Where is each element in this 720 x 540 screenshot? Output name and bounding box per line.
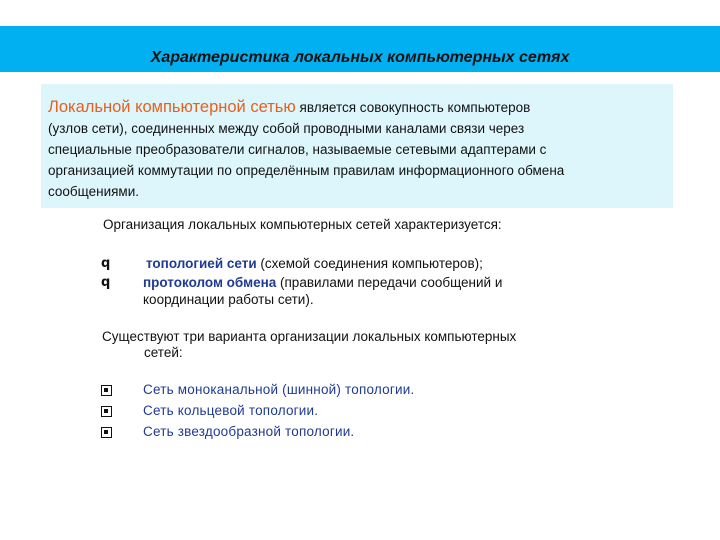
boxed-bullet-icon — [101, 427, 112, 438]
characteristic-item-2-continuation: координации работы сети). — [143, 292, 314, 307]
boxed-bullet-icon — [101, 406, 112, 417]
definition-line-4: организацией коммутации по определённым правилам информационного обмена — [48, 163, 565, 178]
characteristic-1-bold: топологией сети — [146, 256, 257, 271]
definition-text — [48, 97, 668, 202]
variant-item-2: Сеть кольцевой топологии. — [143, 403, 319, 418]
variant-item-3: Сеть звездообразной топологии. — [143, 424, 355, 439]
variants-intro-line-1: Существуют три варианта организации локальных компьютерных — [102, 329, 517, 344]
square-bullet-icon: q — [101, 275, 111, 290]
variants-intro-line-2: сетей: — [144, 345, 183, 360]
variant-item-1: Сеть моноканальной (шинной) топологии. — [143, 382, 415, 397]
characteristic-2-bold: протоколом обмена — [143, 275, 277, 290]
definition-term: Локальной компьютерной сетью — [48, 98, 296, 116]
characteristic-item-1 — [146, 254, 483, 273]
square-bullet-icon: q — [101, 256, 111, 271]
characteristic-1-rest: (схемой соединения компьютеров); — [256, 256, 483, 271]
characteristic-2-rest: (правилами передачи сообщений и — [276, 275, 503, 290]
definition-line-1-rest: является совокупность компьютеров — [295, 100, 531, 115]
definition-line-5: сообщениями. — [48, 184, 139, 199]
organization-intro: Организация локальных компьютерных сетей характеризуется: — [103, 217, 502, 232]
definition-line-2: (узлов сети), соединенных между собой проводными каналами связи через — [48, 121, 525, 136]
boxed-bullet-icon — [101, 385, 112, 396]
definition-line-3: специальные преобразователи сигналов, называемые сетевыми адаптерами с — [48, 142, 547, 157]
definition-line-1 — [48, 97, 668, 118]
slide-title: Характеристика локальных компьютерных сетях — [150, 49, 570, 66]
